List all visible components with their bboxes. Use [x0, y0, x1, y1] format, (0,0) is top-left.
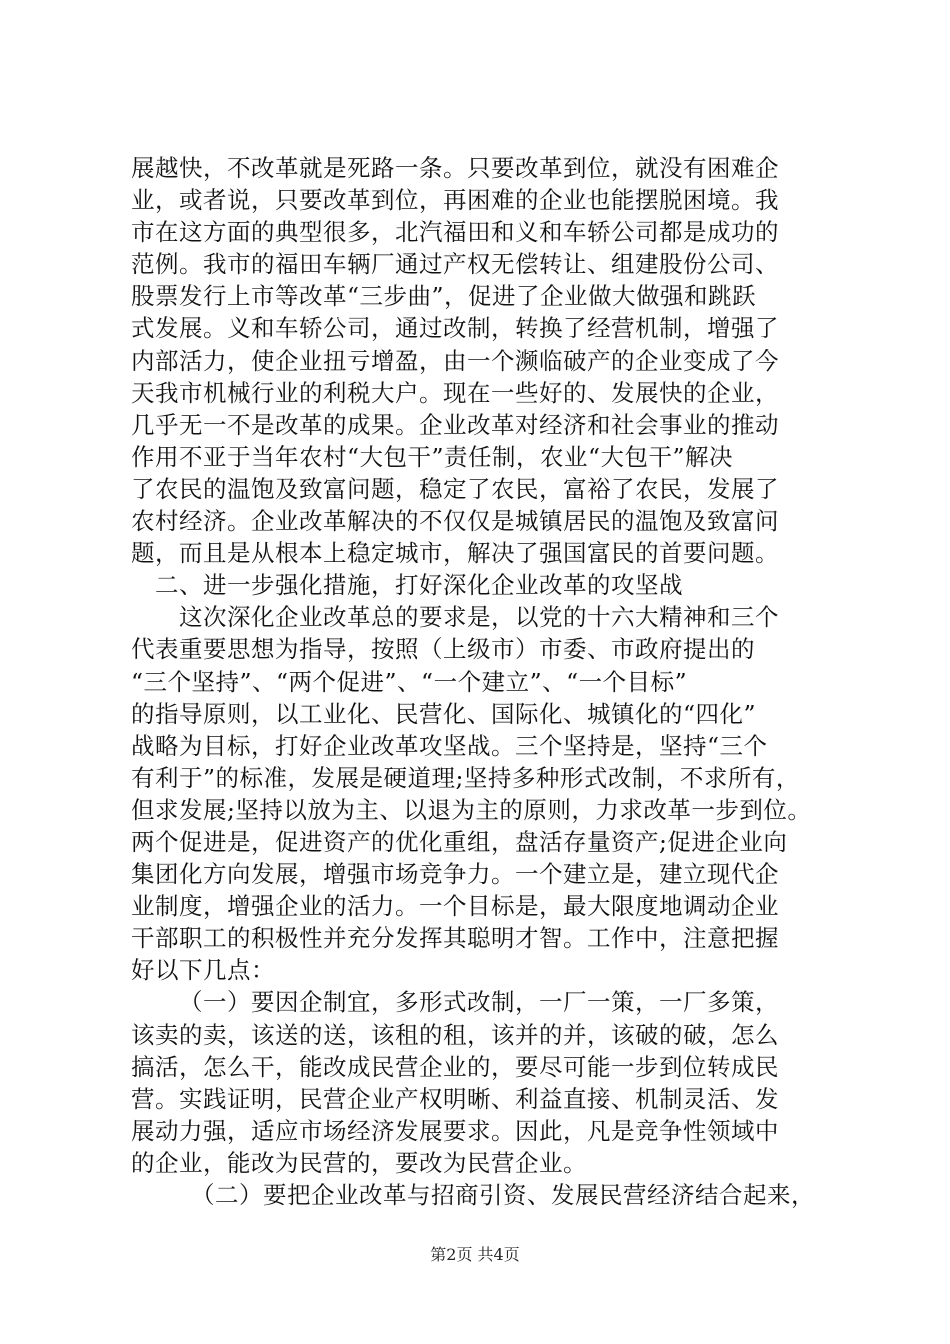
- text-line: 有利于”的标准，发展是硬道理;坚持多种形式改制，不求所有，: [131, 763, 800, 792]
- text-line: 这次深化企业改革总的要求是，以党的十六大精神和三个: [179, 603, 779, 632]
- text-line: 展动力强，适应市场经济发展要求。因此，凡是竞争性领域中: [131, 1116, 779, 1145]
- text-line: 几乎无一不是改革的成果。企业改革对经济和社会事业的推动: [131, 410, 779, 439]
- text-line: 干部职工的积极性并充分发挥其聪明才智。工作中，注意把握: [131, 924, 779, 953]
- text-line: 但求发展;坚持以放为主、以退为主的原则，力求改革一步到位。: [131, 795, 812, 824]
- text-line: 天我市机械行业的利税大户。现在一些好的、发展快的企业，: [131, 378, 779, 407]
- text-line: 该卖的卖，该送的送，该租的租，该并的并，该破的破，怎么: [131, 1020, 779, 1049]
- text-line: “三个坚持”、“两个促进”、“一个建立”、“一个目标”: [131, 667, 688, 696]
- text-line: 内部活力，使企业扭亏增盈，由一个濒临破产的企业变成了今: [131, 346, 779, 375]
- text-line: 集团化方向发展，增强市场竞争力。一个建立是，建立现代企: [131, 860, 779, 889]
- text-line: 题，而且是从根本上稳定城市，解决了强国富民的首要问题。: [131, 539, 779, 568]
- text-line: 了农民的温饱及致富问题，稳定了农民，富裕了农民，发展了: [131, 474, 779, 503]
- text-line: 业制度，增强企业的活力。一个目标是，最大限度地调动企业: [131, 892, 779, 921]
- text-line: 农村经济。企业改革解决的不仅仅是城镇居民的温饱及致富问: [131, 507, 779, 536]
- text-line: 展越快，不改革就是死路一条。只要改革到位，就没有困难企: [131, 154, 779, 182]
- text-line: 营。实践证明，民营企业产权明晰、利益直接、机制灵活、发: [131, 1084, 779, 1113]
- section-heading: 二、进一步强化措施，打好深化企业改革的攻坚战: [155, 571, 683, 600]
- page-footer: 第2页 共4页: [430, 1245, 520, 1264]
- text-line: 战略为目标，打好企业改革攻坚战。三个坚持是，坚持“三个: [131, 731, 768, 760]
- text-line: 代表重要思想为指导，按照（上级市）市委、市政府提出的: [131, 635, 755, 664]
- text-line: 业，或者说，只要改革到位，再困难的企业也能摆脱困境。我: [131, 186, 779, 215]
- subsection-item: （一）要因企制宜，多形式改制，一厂一策，一厂多策，: [179, 988, 779, 1017]
- text-line: 搞活，怎么干，能改成民营企业的，要尽可能一步到位转成民: [131, 1052, 779, 1081]
- text-line: 市在这方面的典型很多，北汽福田和义和车轿公司都是成功的: [131, 218, 779, 247]
- text-line: 的指导原则，以工业化、民营化、国际化、城镇化的“四化”: [131, 699, 757, 728]
- text-line: 式发展。义和车轿公司，通过改制，转换了经营机制，增强了: [131, 314, 779, 343]
- text-line: 范例。我市的福田车辆厂通过产权无偿转让、组建股份公司、: [131, 250, 779, 279]
- text-line: 股票发行上市等改革“三步曲”，促进了企业做大做强和跳跃: [131, 282, 757, 311]
- text-line: 的企业，能改为民营的，要改为民营企业。: [131, 1148, 587, 1177]
- text-line: 好以下几点：: [131, 956, 275, 985]
- body-text: [131, 152, 835, 1211]
- text-line: 两个促进是，促进资产的优化重组，盘活存量资产;促进企业向: [131, 827, 788, 856]
- text-line: 作用不亚于当年农村“大包干”责任制，农业“大包干”解决: [131, 442, 734, 471]
- subsection-item: （二）要把企业改革与招商引资、发展民营经济结合起来，: [191, 1181, 815, 1209]
